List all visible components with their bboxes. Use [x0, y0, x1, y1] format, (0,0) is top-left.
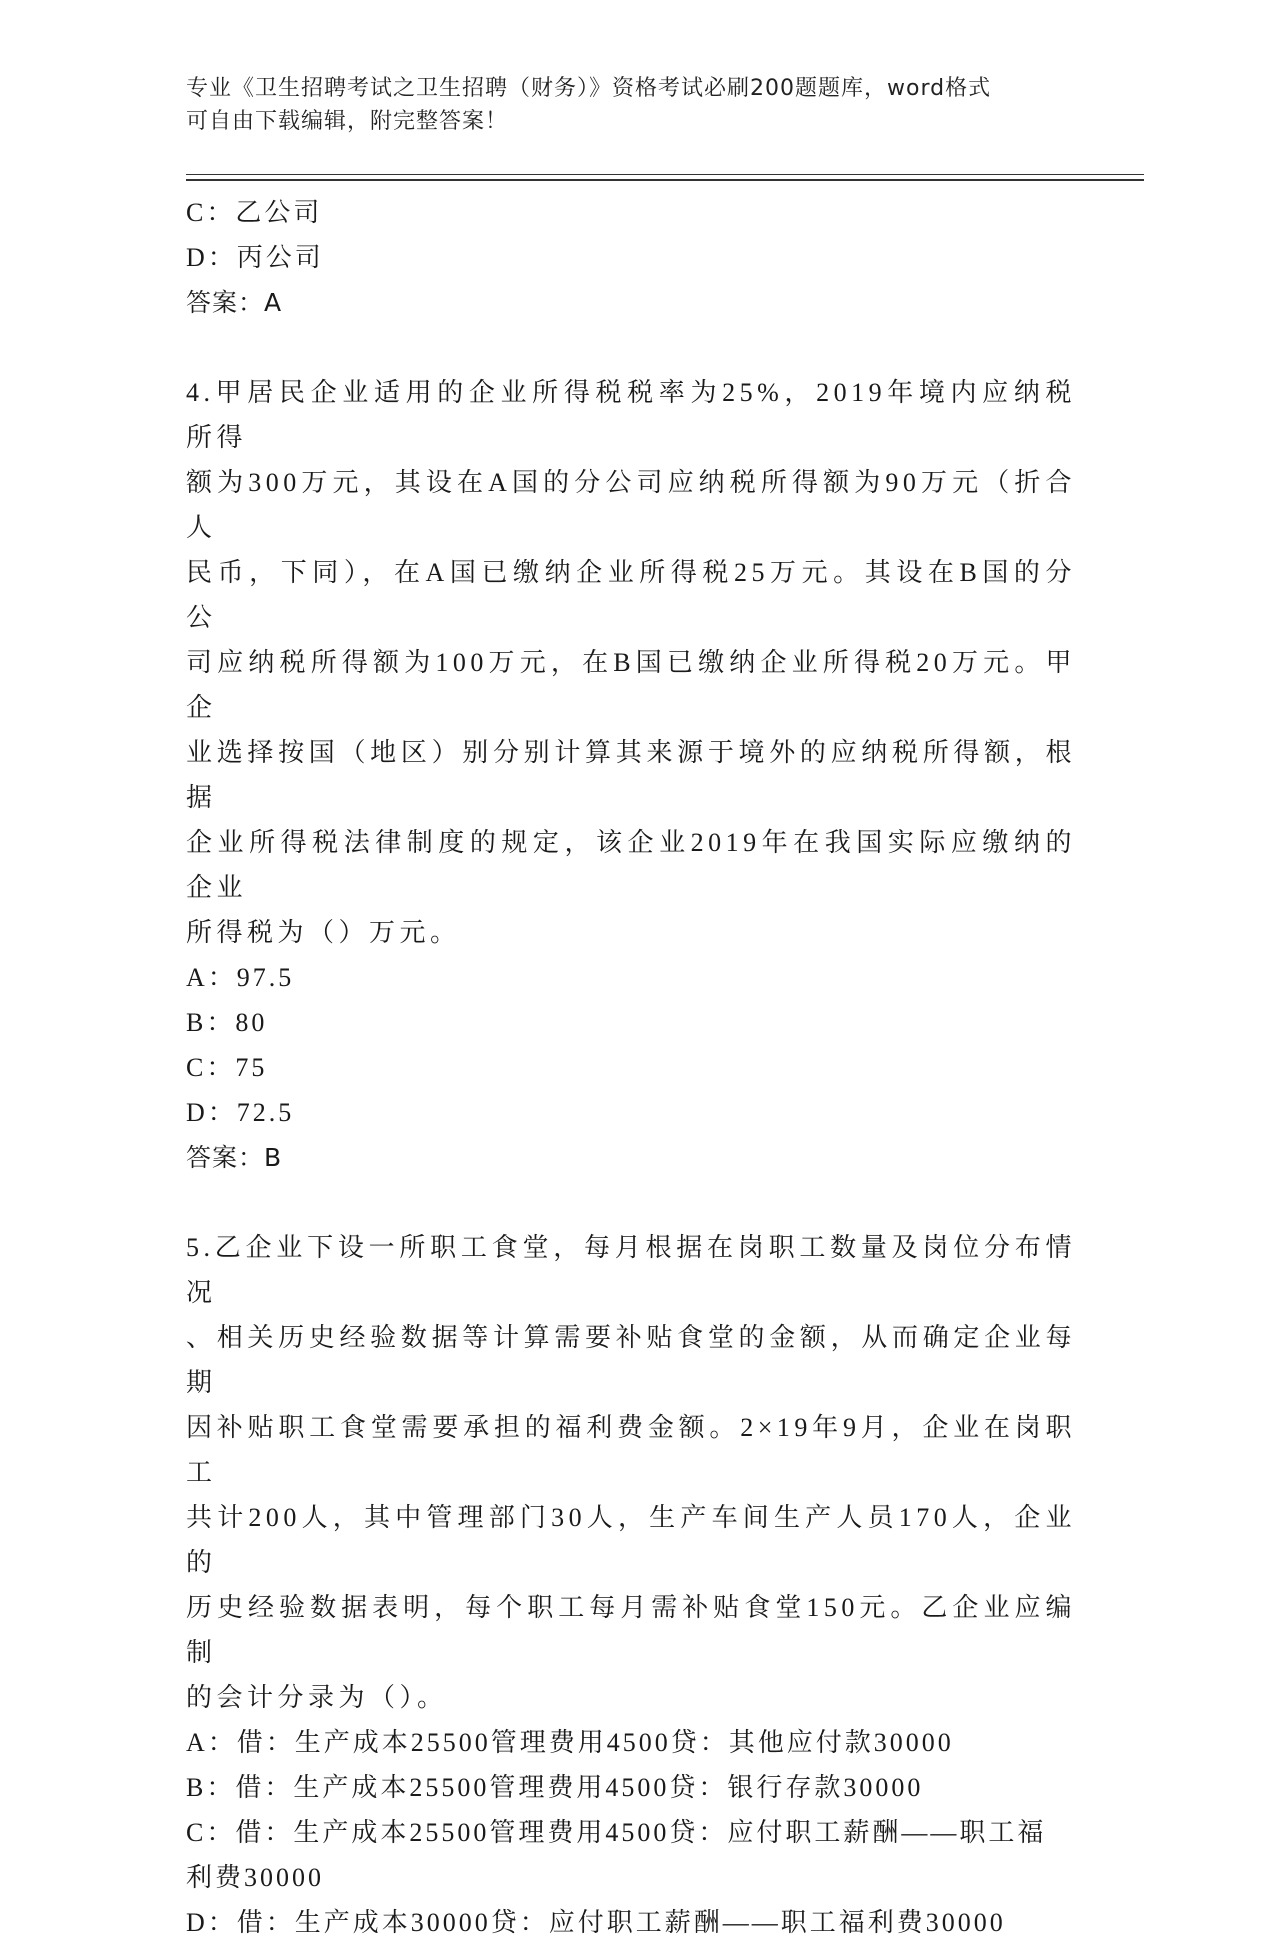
stem-line: 、相关历史经验数据等计算需要补贴食堂的金额，从而确定企业每期: [186, 1323, 1076, 1397]
stem-line: 历史经验数据表明，每个职工每月需补贴食堂150元。乙企业应编制: [186, 1593, 1076, 1667]
question-spacer: [186, 325, 1076, 370]
stem-line: 5.乙企业下设一所职工食堂，每月根据在岗职工数量及岗位分布情况: [186, 1233, 1076, 1307]
question-spacer: [186, 1180, 1076, 1225]
header-divider-thin: [186, 174, 1144, 175]
option-a: A：97.5: [186, 963, 295, 992]
header-line-1: 专业《卫生招聘考试之卫生招聘（财务）》资格考试必刷200题题库，word格式: [186, 76, 992, 101]
option-a: A：借：生产成本25500管理费用4500贷：其他应付款30000: [186, 1728, 954, 1757]
option-d: D：丙公司: [186, 243, 324, 272]
option-c: C：乙公司: [186, 198, 323, 227]
stem-line: 民币，下同），在A国已缴纳企业所得税25万元。其设在B国的分公: [186, 558, 1076, 632]
option-c: C：75: [186, 1053, 268, 1082]
header-line-2: 可自由下载编辑，附完整答案！: [186, 109, 509, 134]
question-stem: [186, 370, 1076, 955]
question-4: [186, 370, 1076, 1180]
header-divider-thick: [186, 179, 1144, 181]
question-stem: [186, 1225, 1076, 1720]
option-c-continued: 利费30000: [186, 1863, 325, 1892]
stem-line: 所得税为（）万元。: [186, 918, 461, 947]
stem-line: 司应纳税所得额为100万元，在B国已缴纳企业所得税20万元。甲企: [186, 648, 1076, 722]
option-b: B：借：生产成本25500管理费用4500贷：银行存款30000: [186, 1773, 924, 1802]
option-c: C：借：生产成本25500管理费用4500贷：应付职工薪酬——职工福: [186, 1818, 1047, 1847]
question-5: [186, 1225, 1076, 1945]
option-d: D：72.5: [186, 1098, 295, 1127]
stem-line: 共计200人，其中管理部门30人，生产车间生产人员170人，企业的: [186, 1503, 1076, 1577]
stem-line: 业选择按国（地区）别分别计算其来源于境外的应纳税所得额，根据: [186, 738, 1076, 812]
stem-line: 的会计分录为（）。: [186, 1683, 448, 1712]
stem-line: 企业所得税法律制度的规定，该企业2019年在我国实际应缴纳的企业: [186, 828, 1076, 902]
document-body: [186, 190, 1076, 1945]
stem-line: 4.甲居民企业适用的企业所得税税率为25%，2019年境内应纳税所得: [186, 378, 1076, 452]
stem-line: 额为300万元，其设在A国的分公司应纳税所得额为90万元（折合人: [186, 468, 1076, 542]
answer-line: 答案：B: [186, 1143, 283, 1172]
answer-line: 答案：A: [186, 288, 283, 317]
question-3-tail: [186, 190, 1076, 325]
stem-line: 因补贴职工食堂需要承担的福利费金额。2×19年9月，企业在岗职工: [186, 1413, 1076, 1487]
document-header: [186, 72, 1086, 138]
option-b: B：80: [186, 1008, 268, 1037]
option-d: D：借：生产成本30000贷：应付职工薪酬——职工福利费30000: [186, 1908, 1006, 1937]
